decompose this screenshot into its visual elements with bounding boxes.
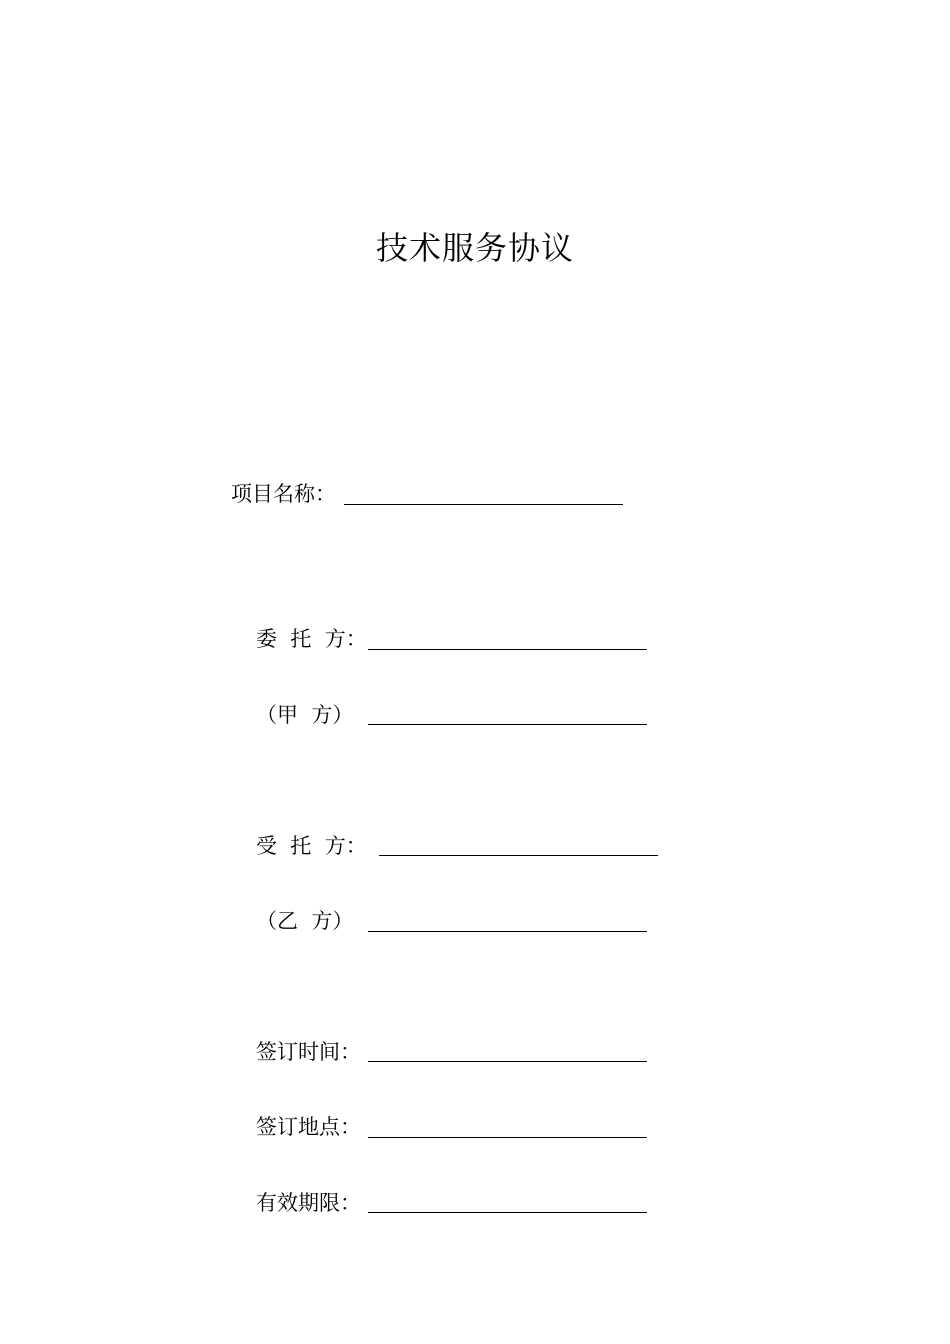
sign-place-blank[interactable] — [368, 1137, 647, 1138]
client-label: 委 托 方： — [256, 627, 367, 651]
sign-date-blank[interactable] — [368, 1061, 647, 1062]
document-title: 技术服务协议 — [375, 229, 574, 267]
sign-date-row — [0, 1035, 950, 1069]
party-b-blank[interactable] — [368, 931, 647, 932]
client-blank[interactable] — [368, 649, 647, 650]
sign-place-row — [0, 1110, 950, 1144]
party-a-row — [0, 698, 950, 732]
party-a-label: （甲 方） — [256, 703, 354, 727]
validity-blank[interactable] — [368, 1212, 647, 1213]
validity-label: 有效期限： — [256, 1191, 361, 1215]
project-name-label: 项目名称： — [231, 482, 336, 506]
client-row — [0, 622, 950, 656]
contractor-label: 受 托 方： — [256, 834, 367, 858]
sign-date-label: 签订时间： — [256, 1040, 361, 1064]
contractor-row — [0, 829, 950, 863]
contractor-blank[interactable] — [379, 855, 658, 856]
party-a-blank[interactable] — [368, 724, 647, 725]
sign-place-label: 签订地点： — [256, 1115, 361, 1139]
party-b-row — [0, 904, 950, 938]
project-name-blank[interactable] — [344, 504, 623, 505]
party-b-label: （乙 方） — [256, 909, 354, 933]
project-name-row — [0, 477, 950, 511]
validity-row — [0, 1186, 950, 1220]
